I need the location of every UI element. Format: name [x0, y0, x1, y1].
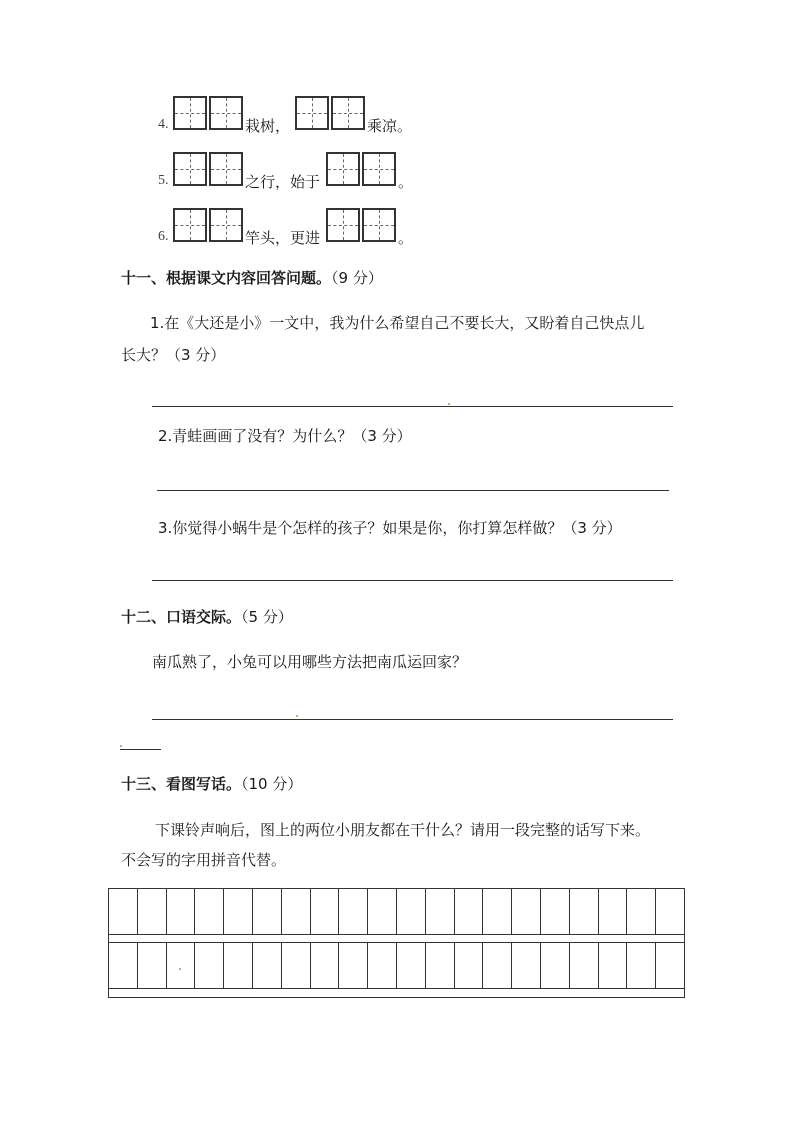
grid-cell[interactable]: [483, 889, 512, 934]
question-2: 2.青蛙画画了没有？为什么？（3 分）: [158, 427, 412, 445]
section-12-heading: [121, 607, 293, 627]
tianzige-box[interactable]: [362, 152, 396, 186]
tianzige-box[interactable]: [295, 96, 329, 130]
grid-cell[interactable]: [167, 943, 196, 988]
tianzige-box[interactable]: [209, 96, 243, 130]
grid-cell[interactable]: [109, 889, 138, 934]
item-text: 竿头，更进: [245, 229, 321, 247]
section-11-heading: [121, 268, 383, 288]
grid-cell[interactable]: [397, 889, 426, 934]
grid-cell[interactable]: [656, 943, 684, 988]
item-number: 5.: [158, 173, 169, 188]
writing-grid: [108, 888, 685, 998]
tianzige-box[interactable]: [331, 96, 365, 130]
grid-cell[interactable]: [570, 943, 599, 988]
grid-cell[interactable]: [282, 943, 311, 988]
section-13-prompt-line2: 不会写的字用拼音代替。: [121, 851, 287, 869]
section-13-heading: [121, 774, 302, 794]
grid-cell[interactable]: [224, 889, 253, 934]
grid-cell[interactable]: [167, 889, 196, 934]
section-score: （9 分）: [331, 269, 383, 287]
grid-cell[interactable]: [426, 889, 455, 934]
section-12-prompt: 南瓜熟了，小兔可以用哪些方法把南瓜运回家？: [152, 653, 468, 671]
grid-cell[interactable]: [311, 889, 340, 934]
answer-line-4[interactable]: [152, 719, 673, 720]
grid-cell[interactable]: [253, 943, 282, 988]
item-text: 。: [398, 229, 414, 247]
speck: [120, 745, 122, 747]
section-title: 十三、看图写话。: [121, 775, 242, 793]
grid-cell[interactable]: [599, 889, 628, 934]
grid-cell[interactable]: [397, 943, 426, 988]
speck: [448, 403, 450, 405]
grid-cell[interactable]: [627, 943, 656, 988]
grid-cell[interactable]: [512, 943, 541, 988]
tianzige-box[interactable]: [209, 208, 243, 242]
grid-cell[interactable]: [455, 889, 484, 934]
grid-cell[interactable]: [368, 943, 397, 988]
question-1-line2: 长大？（3 分）: [121, 346, 226, 364]
grid-cell[interactable]: [109, 943, 138, 988]
grid-cell[interactable]: [339, 943, 368, 988]
section-title: 十一、根据课文内容回答问题。: [121, 269, 332, 287]
question-1-line1: 1.在《大还是小》一文中，我为什么希望自己不要长大，又盼着自己快点儿: [150, 314, 645, 332]
grid-cell[interactable]: [483, 943, 512, 988]
grid-cell[interactable]: [253, 889, 282, 934]
speck: [179, 968, 181, 970]
grid-cell[interactable]: [138, 943, 167, 988]
tianzige-box[interactable]: [173, 208, 207, 242]
item-text: 之行，始于: [245, 173, 321, 191]
section-score: （10 分）: [241, 775, 303, 793]
tianzige-box[interactable]: [326, 152, 360, 186]
grid-spacer: [108, 988, 685, 998]
question-3: 3.你觉得小蜗牛是个怎样的孩子？如果是你，你打算怎样做？（3 分）: [158, 519, 622, 537]
grid-row: [108, 942, 685, 988]
tianzige-box[interactable]: [362, 208, 396, 242]
tianzige-box[interactable]: [173, 152, 207, 186]
grid-cell[interactable]: [368, 889, 397, 934]
grid-cell[interactable]: [627, 889, 656, 934]
grid-cell[interactable]: [541, 943, 570, 988]
tianzige-box[interactable]: [209, 152, 243, 186]
item-number: 6.: [158, 229, 169, 244]
item-text: 栽树，: [245, 117, 291, 135]
grid-spacer: [108, 934, 685, 942]
answer-line-3[interactable]: [152, 580, 673, 581]
grid-cell[interactable]: [138, 889, 167, 934]
grid-cell[interactable]: [282, 889, 311, 934]
grid-cell[interactable]: [455, 943, 484, 988]
answer-line-short[interactable]: [120, 749, 161, 750]
grid-cell[interactable]: [195, 943, 224, 988]
tianzige-box[interactable]: [326, 208, 360, 242]
grid-cell[interactable]: [599, 943, 628, 988]
section-title: 十二、口语交际。: [121, 608, 242, 626]
grid-cell[interactable]: [426, 943, 455, 988]
grid-cell[interactable]: [541, 889, 570, 934]
item-text: 。: [398, 173, 414, 191]
grid-cell[interactable]: [339, 889, 368, 934]
grid-cell[interactable]: [570, 889, 599, 934]
section-score: （5 分）: [241, 608, 293, 626]
answer-line-2[interactable]: [157, 490, 669, 491]
grid-cell[interactable]: [311, 943, 340, 988]
grid-cell[interactable]: [656, 889, 684, 934]
grid-row: [108, 888, 685, 934]
speck: [296, 715, 298, 717]
section-13-prompt-line1: 下课铃声响后，图上的两位小朋友都在干什么？请用一段完整的话写下来。: [155, 821, 651, 839]
item-text: 乘凉。: [367, 117, 413, 135]
answer-line-1[interactable]: [152, 406, 673, 407]
item-number: 4.: [158, 117, 169, 132]
tianzige-box[interactable]: [173, 96, 207, 130]
grid-cell[interactable]: [512, 889, 541, 934]
grid-cell[interactable]: [224, 943, 253, 988]
grid-cell[interactable]: [195, 889, 224, 934]
